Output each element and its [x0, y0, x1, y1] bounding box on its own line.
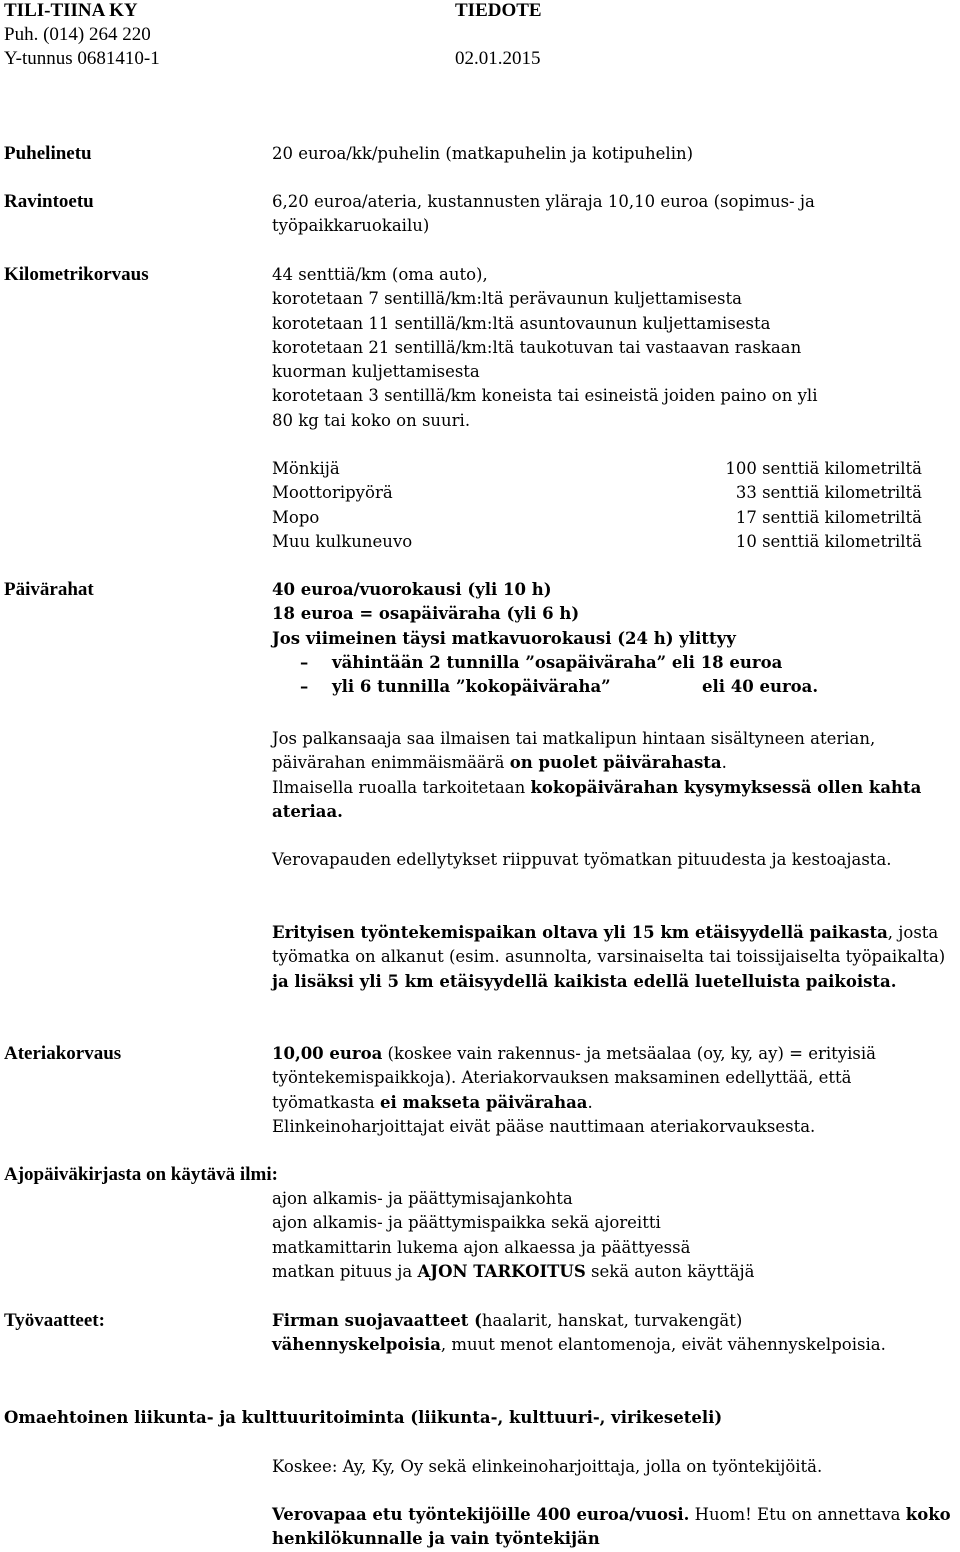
text-span-bold: kokopäivärahan kysymyksessä ollen kahta ateriaa. — [272, 777, 922, 821]
dash-bullet: – — [300, 677, 309, 697]
doc-type: TIEDOTE — [455, 0, 542, 21]
vehicle-row — [272, 506, 958, 530]
paivarahat-rates — [272, 578, 958, 699]
km-line: korotetaan 7 sentillä/km:ltä perävaunun kuljettamisesta — [272, 289, 742, 309]
text-span-bold: Verovapaa etu työntekijöille 400 euroa/vuosi. — [272, 1505, 690, 1524]
section-label-puhelinetu: Puhelinetu — [4, 143, 92, 164]
text-span: sekä auton käyttäjä — [585, 1261, 755, 1281]
text-span: , josta työmatka on alkanut (esim. asunnolta, varsinaiselta tai toissijaiselta työpaikalta) — [272, 923, 946, 967]
paivaraha-free-meal-paragraph — [272, 727, 958, 824]
text-span: Huom! Etu on annettava — [689, 1505, 906, 1524]
text-span: haalarit, hanskat, turvakengät) — [481, 1311, 743, 1330]
text-span: . — [587, 1092, 593, 1112]
dash-item-text: yli 6 tunnilla ”kokopäiväraha” — [332, 677, 611, 697]
dash-item-text: vähintään 2 tunnilla ”osapäiväraha” eli 18 euroa — [332, 652, 783, 672]
ravintoetu-line: 6,20 euroa/ateria, kustannusten yläraja 10,10 euroa (sopimus- ja — [272, 192, 815, 211]
section-label-paivarahat: Päivärahat — [4, 579, 94, 600]
text-span-bold: on puolet päivärahasta — [509, 753, 722, 773]
text-span: , muut menot elantomenoja, eivät vähennyskelpoisia. — [440, 1335, 886, 1355]
text-span: Jos palkansaaja saa ilmaisen tai matkalipun hintaan sisältyneen aterian, päivärahan enimmäismäärä — [272, 729, 876, 773]
text-span-bold: Erityisen työntekemispaikan oltava yli 15 km etäisyydellä paikasta — [272, 923, 888, 942]
puhelinetu-text — [272, 142, 958, 166]
km-line: 80 kg tai koko on suuri. — [272, 410, 471, 430]
vehicle-rate: 17 senttiä kilometriltä — [735, 507, 922, 527]
omaehtoinen-verovapaa — [272, 1503, 958, 1552]
section-label-ajopaivakirja: Ajopäiväkirjasta on käytävä ilmi: — [4, 1164, 278, 1185]
km-line: korotetaan 3 sentillä/km koneista tai esineistä joiden paino on yli — [272, 386, 818, 406]
tyontekemispaikka-paragraph — [272, 921, 958, 994]
tyovaatteet-text — [272, 1309, 958, 1358]
vehicle-row — [272, 457, 958, 481]
vehicle-rate: 33 senttiä kilometriltä — [735, 483, 922, 503]
text-span-bold: vähennyskelpoisia — [272, 1335, 441, 1355]
section-label-ravintoetu: Ravintoetu — [4, 191, 94, 212]
text-span-bold: AJON TARKOITUS — [417, 1261, 586, 1281]
text-line: Koskee: Ay, Ky, Oy sekä elinkeinoharjoittaja, jolla on työntekijöitä. — [272, 1457, 823, 1476]
text-span-bold: koko henkilökunnalle ja vain työntekijän — [272, 1505, 951, 1549]
text-line: Elinkeinoharjoittajat eivät pääse nauttimaan ateriakorvauksesta. — [272, 1116, 816, 1136]
text-span: matkan pituus ja — [272, 1261, 418, 1281]
verovapaus-paragraph — [272, 848, 958, 872]
section-label-ateriakorvaus: Ateriakorvaus — [4, 1043, 122, 1064]
list-item: matkamittarin lukema ajon alkaessa ja päättyessä — [272, 1237, 691, 1257]
doc-date: 02.01.2015 — [455, 48, 541, 69]
business-id: Y-tunnus 0681410-1 — [4, 48, 160, 69]
ateriakorvaus-text — [272, 1042, 958, 1139]
paivaraha-line: 18 euroa = osapäiväraha (yli 6 h) — [272, 604, 580, 624]
dash-item — [272, 675, 958, 699]
text-line: Verovapauden edellytykset riippuvat työmatkan pituudesta ja kestoajasta. — [272, 850, 892, 869]
section-label-kilometrikorvaus: Kilometrikorvaus — [4, 264, 149, 285]
list-item: ajon alkamis- ja päättymisajankohta — [272, 1189, 573, 1208]
dash-item-amount: eli 40 euroa. — [702, 677, 819, 697]
vehicle-rate-table — [272, 457, 958, 554]
vehicle-name: Moottoripyörä — [272, 483, 393, 503]
vehicle-row — [272, 530, 958, 554]
text-span: (koskee vain rakennus- ja metsäalaa (oy, ky, ay) = erityisiä työntekemispaikkoja). Ateriakorvauksen maksaminen edellyttää, että työmatkasta — [272, 1044, 876, 1112]
vehicle-name: Mopo — [272, 507, 320, 527]
paivaraha-line: Jos viimeinen täysi matkavuorokausi (24 h) ylittyy — [272, 628, 736, 648]
vehicle-name: Muu kulkuneuvo — [272, 531, 413, 551]
vehicle-row — [272, 481, 958, 505]
ravintoetu-text — [272, 190, 958, 239]
text-span-bold: 10,00 euroa — [272, 1044, 383, 1063]
dash-bullet: – — [300, 652, 309, 672]
section-title-omaehtoinen: Omaehtoinen liikunta- ja kulttuuritoiminta (liikunta-, kulttuuri-, virikeseteli) — [4, 1408, 723, 1427]
vehicle-name: Mönkijä — [272, 459, 340, 478]
text-span-bold: ja lisäksi yli 5 km etäisyydellä kaikista edellä luetelluista paikoista. — [272, 971, 897, 991]
ravintoetu-line: työpaikkaruokailu) — [272, 216, 430, 236]
ajopaivakirja-list — [272, 1187, 958, 1284]
puhelinetu-line: 20 euroa/kk/puhelin (matkapuhelin ja kotipuhelin) — [272, 144, 694, 163]
text-span-bold: ei makseta päivärahaa — [380, 1092, 588, 1112]
dash-item — [272, 651, 958, 675]
km-line: 44 senttiä/km (oma auto), — [272, 265, 488, 284]
text-span: Ilmaisella ruoalla tarkoitetaan — [272, 777, 531, 797]
text-span: . — [721, 753, 727, 773]
company-phone: Puh. (014) 264 220 — [4, 24, 151, 45]
text-span-bold: Firman suojavaatteet ( — [272, 1311, 482, 1330]
paivaraha-line: 40 euroa/vuorokausi (yli 10 h) — [272, 580, 552, 599]
km-line: korotetaan 21 sentillä/km:ltä taukotuvan tai vastaavan raskaan — [272, 337, 802, 357]
km-line: kuorman kuljettamisesta — [272, 362, 480, 382]
kilometrikorvaus-text — [272, 263, 958, 433]
section-label-tyovaatteet: Työvaatteet: — [4, 1310, 105, 1331]
list-item — [272, 1260, 958, 1284]
vehicle-rate: 10 senttiä kilometriltä — [735, 531, 922, 551]
km-line: korotetaan 11 sentillä/km:ltä asuntovaunun kuljettamisesta — [272, 313, 771, 333]
omaehtoinen-koskee — [272, 1455, 958, 1479]
list-item: ajon alkamis- ja päättymispaikka sekä ajoreitti — [272, 1213, 661, 1233]
company-name: TILI-TIINA KY — [4, 0, 138, 21]
vehicle-rate: 100 senttiä kilometriltä — [725, 459, 922, 478]
